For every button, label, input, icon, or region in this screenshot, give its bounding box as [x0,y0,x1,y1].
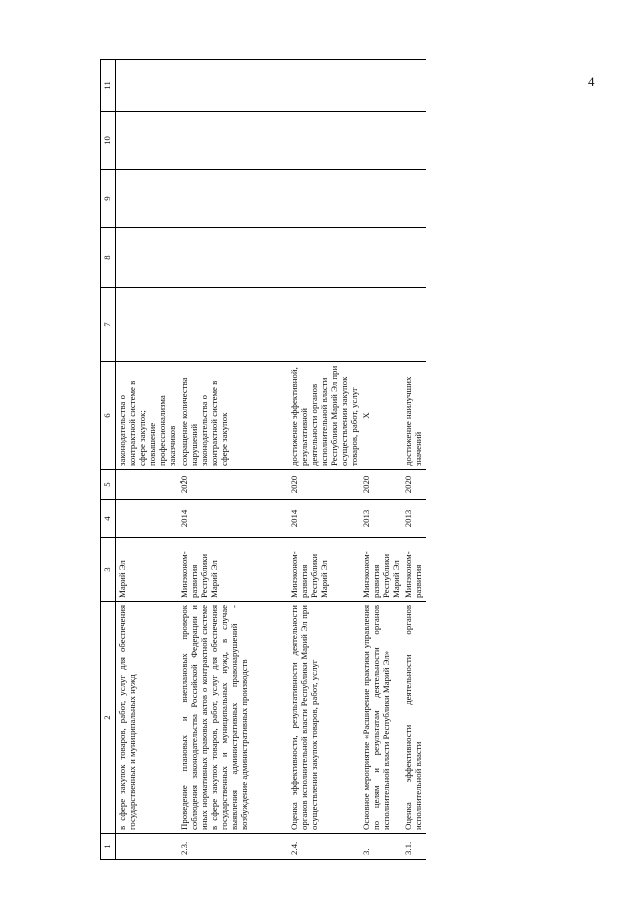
header-cell: 6 [101,362,116,470]
end-year: 2020 [178,470,288,500]
cell-10 [402,112,426,170]
executor: Минэконом-развития Республики Марий Эл [360,538,402,602]
cell-7 [360,288,402,362]
start-year: 2014 [178,500,288,538]
header-cell: 2 [101,602,116,834]
row-number [116,834,179,860]
rotated-table-container [100,60,610,860]
executor: Минэконом-развития Республики Марий Эл [178,538,288,602]
cell-11 [402,60,426,112]
row-number: 3. [360,834,402,860]
cell-8 [360,228,402,288]
header-cell: 9 [101,170,116,228]
cell-10 [178,112,288,170]
header-cell: 8 [101,228,116,288]
start-year: 2014 [288,500,360,538]
cell-7 [402,288,426,362]
cell-10 [116,112,179,170]
expected-result: законодательства о контрактной системе в сфере закупок; повышение профессионализма заказчиков [116,362,179,470]
table-row [288,60,360,860]
header-cell: 5 [101,470,116,500]
end-year: 2020 [402,470,426,500]
cell-9 [116,170,179,228]
header-cell: 3 [101,538,116,602]
row-number: 2.3. [178,834,288,860]
table-row [116,60,179,860]
start-year: 2013 [360,500,402,538]
cell-11 [116,60,179,112]
executor: Марий Эл [116,538,179,602]
start-year: 2013 [402,500,426,538]
table-row [360,60,402,860]
cell-8 [402,228,426,288]
cell-10 [288,112,360,170]
expected-result: Х [360,362,402,470]
cell-7 [116,288,179,362]
activity-description: Проведение плановых и внеплановых проверок соблюдения законодательства Российской Федерации и иных нормативных правовых актов о контрактной системе в сфере закупок товаров, работ, услуг для обеспечения государственных и муниципальных нужд, в случае выявления административных правонарушений - возбуждение административных производств [178,602,288,834]
activity-description: в сфере закупок товаров, работ, услуг для обеспечения государственных и муниципальных нужд [116,602,179,834]
cell-9 [178,170,288,228]
end-year [116,470,179,500]
cell-7 [178,288,288,362]
cell-8 [178,228,288,288]
table-row [402,60,426,860]
cell-11 [360,60,402,112]
expected-result: достижение наилучших значений [402,362,426,470]
cell-10 [360,112,402,170]
end-year: 2020 [288,470,360,500]
start-year [116,500,179,538]
cell-9 [288,170,360,228]
header-cell: 4 [101,500,116,538]
executor: Минэконом-развития [402,538,426,602]
header-cell: 7 [101,288,116,362]
expected-result: сокращение количества нарушений законодательства о контрактной системе в сфере закупок [178,362,288,470]
cell-7 [288,288,360,362]
cell-11 [178,60,288,112]
activity-description: Оценка эффективности, результативности деятельности органов исполнительной власти Республики Марий Эл при осуществлении закупок товаров, работ, услуг [288,602,360,834]
page-number: 4 [588,74,595,89]
header-cell: 10 [101,112,116,170]
cell-9 [402,170,426,228]
expected-result: достижение эффективной, результативной деятельности органов исполнительной власти Республики Марий Эл при осуществлении закупок товаров, работ, услуг [288,362,360,470]
activity-description: Оценка эффективности деятельности органов исполнительной власти [402,602,426,834]
executor: Минэконом-развития Республики Марий Эл [288,538,360,602]
activity-description: Основное мероприятие «Расширение практики управления по целям и результатам деятельности органов исполнительной власти Республики Марий Эл» [360,602,402,834]
cell-11 [288,60,360,112]
program-activities-table [100,59,426,860]
cell-8 [116,228,179,288]
header-cell: 1 [101,834,116,860]
cell-8 [288,228,360,288]
table-row [178,60,288,860]
header-cell: 11 [101,60,116,112]
cell-9 [360,170,402,228]
table-header-row [101,60,116,860]
row-number: 2.4. [288,834,360,860]
row-number: 3.1. [402,834,426,860]
end-year: 2020 [360,470,402,500]
